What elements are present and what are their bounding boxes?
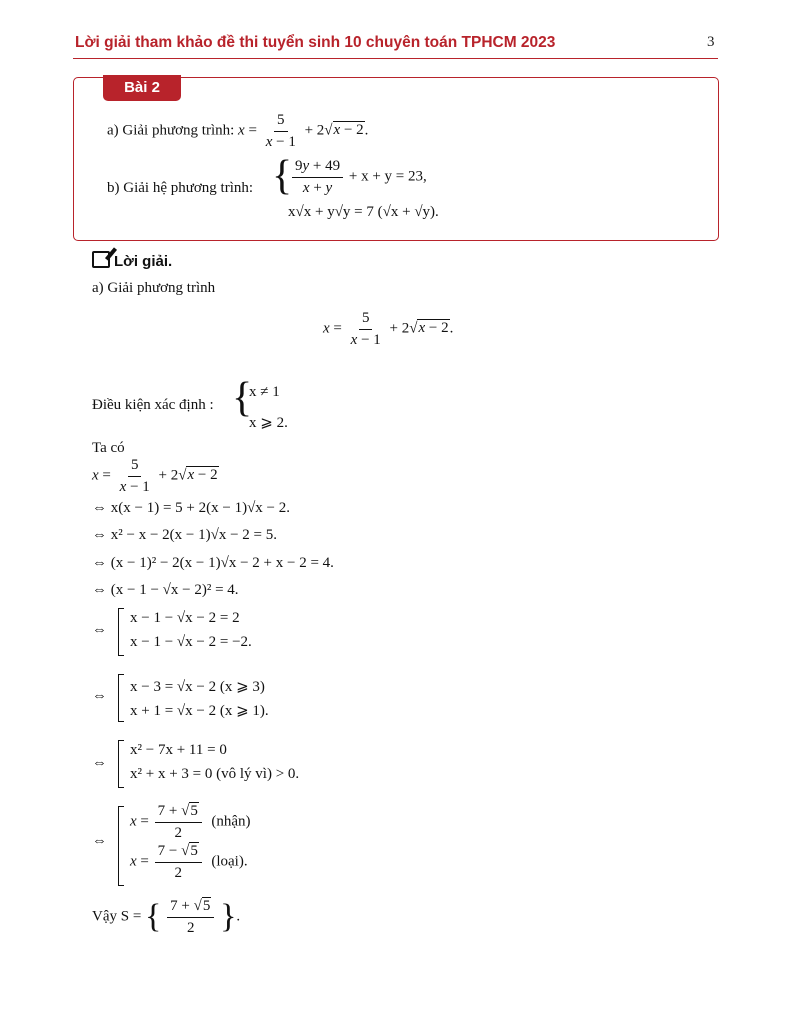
- condition-brace: {: [232, 375, 253, 421]
- step-1: ⇔ x(x − 1) = 5 + 2(x − 1)√x − 2.: [92, 500, 291, 516]
- problem-b-brace: {: [272, 153, 293, 199]
- case1-line1: x − 1 − √x − 2 = 2: [130, 610, 240, 626]
- display-equation: x = $\frac{5}{x - 1}$ + 2√x − 2.: [323, 310, 454, 348]
- step-4: ⇔ (x − 1 − √x − 2)² = 4.: [92, 582, 239, 598]
- step-3: ⇔ (x − 1)² − 2(x − 1)√x − 2 + x − 2 = 4.: [92, 555, 334, 571]
- edit-icon: [92, 251, 110, 268]
- condition-2: x ⩾ 2.: [249, 415, 288, 431]
- taco-label: Ta có: [92, 440, 125, 456]
- step-2: ⇔ x² − x − 2(x − 1)√x − 2 = 5.: [92, 527, 278, 543]
- case3-bracket: [118, 740, 124, 788]
- page-header-title: Lời giải tham khảo đề thi tuyển sinh 10 chuyên toán TPHCM 2023: [75, 34, 556, 51]
- problem-badge: Bài 2: [103, 75, 181, 101]
- condition-1: x ≠ 1: [249, 384, 280, 400]
- problem-b-label: b) Giải hệ phương trình:: [107, 180, 254, 196]
- step-0: x = $\frac{5}{x - 1}$ + 2√x − 2: [92, 457, 218, 495]
- condition-label: Điều kiện xác định :: [92, 397, 214, 413]
- solution-intro: a) Giải phương trình: [92, 280, 216, 296]
- problem-b-eq2: x√x + y√y = 7 (√x + √y).: [288, 204, 439, 220]
- conclusion: Vậy S = { $\frac{7 + √5}{2}$ }.: [92, 898, 241, 936]
- case2-bracket: [118, 674, 124, 722]
- case1-iff: ⇔: [92, 622, 107, 638]
- case1-bracket: [118, 608, 124, 656]
- problem-b-eq1: $\frac{9y + 49}{x + y}$ + x + y = 23,: [290, 158, 427, 196]
- solution-title: Lời giải.: [92, 251, 172, 270]
- case3-line2: x² + x + 3 = 0 (vô lý vì) > 0.: [130, 766, 300, 782]
- case4-line1: x = $\frac{7 + √5}{2}$ (nhận): [130, 803, 251, 841]
- case4-bracket: [118, 806, 124, 886]
- case3-line1: x² − 7x + 11 = 0: [130, 742, 227, 758]
- page-number: 3: [707, 34, 715, 50]
- case2-iff: ⇔: [92, 688, 107, 704]
- case4-line2: x = $\frac{7 - √5}{2}$ (loại).: [130, 843, 248, 881]
- header-rule: [73, 58, 718, 59]
- case4-iff: ⇔: [92, 833, 107, 849]
- problem-a: a) Giải phương trình: x = $\frac{5}{x - 1}$ + 2√x − 2.: [107, 112, 369, 150]
- case3-iff: ⇔: [92, 755, 107, 771]
- case1-line2: x − 1 − √x − 2 = −2.: [130, 634, 252, 650]
- problem-a-label: a) Giải phương trình:: [107, 122, 235, 139]
- case2-line1: x − 3 = √x − 2 (x ⩾ 3): [130, 679, 265, 695]
- case2-line2: x + 1 = √x − 2 (x ⩾ 1).: [130, 703, 269, 719]
